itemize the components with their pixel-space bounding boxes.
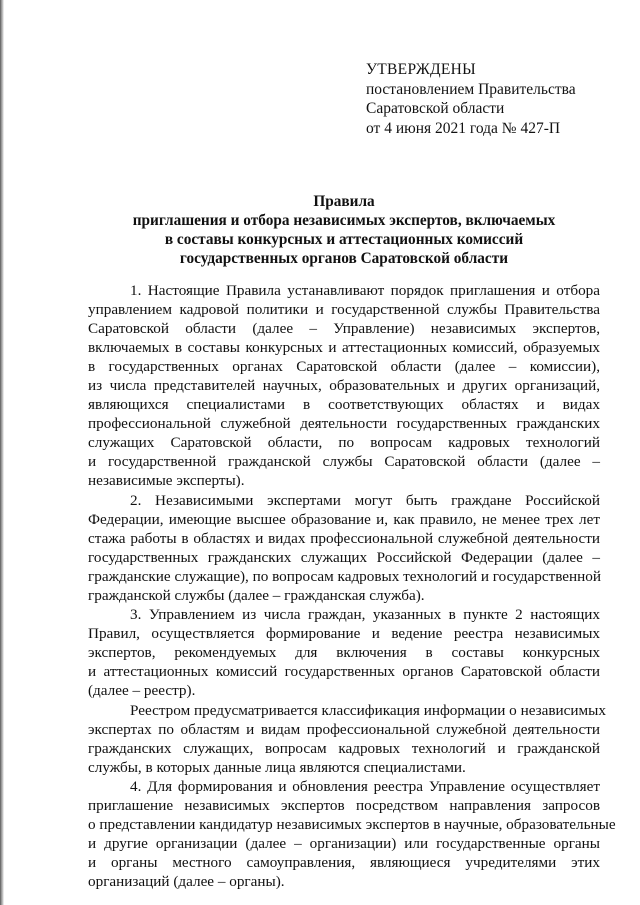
text-line: гражданской службы (далее – гражданская служба). — [88, 587, 425, 604]
approval-line-3: от 4 июня 2021 года № 427-П — [366, 119, 561, 137]
text-line: государственных гражданских служащих Российской Федерации (далее – — [88, 549, 600, 566]
title-line-2: приглашения и отбора независимых экспертов, включаемых — [132, 212, 556, 229]
title-line-4: государственных органов Саратовской области — [179, 250, 509, 267]
text-line: Саратовской области (далее – Управление) независимых экспертов, — [88, 320, 600, 337]
text-line: (далее – реестр). — [88, 682, 196, 699]
text-line: из числа представителей научных, образовательных и других организаций, — [88, 377, 600, 394]
approval-line-2: Саратовской области — [366, 100, 505, 117]
text-line: являющихся специалистами в соответствующих областях и видах — [88, 396, 600, 413]
text-line: 3. Управлением из числа граждан, указанных в пункте 2 настоящих — [130, 606, 600, 623]
approval-stamp — [366, 60, 626, 138]
text-line: в государственных органах Саратовской области (далее – комиссии), — [88, 358, 600, 375]
scan-edge — [0, 0, 4, 905]
text-line: 2. Независимыми экспертами могут быть граждане Российской — [130, 492, 600, 509]
text-line: управлением кадровой политики и государственной службы Правительства — [88, 301, 600, 318]
text-line: экспертов, рекомендуемых для включения в составы конкурсных — [88, 644, 600, 661]
title-line-3: в составы конкурсных и аттестационных комиссий — [164, 231, 524, 248]
approval-line-1: постановлением Правительства — [366, 80, 576, 98]
text-line: экспертах по областям и видам профессиональной служебной деятельности — [88, 721, 600, 738]
text-line: и другие организации (далее – организации) или государственные органы — [88, 835, 600, 852]
text-line: Реестром предусматривается классификация информации о независимых — [130, 702, 606, 719]
text-line: Федерации, имеющие высшее образование и, как правило, не менее трех лет — [88, 511, 600, 528]
text-line: включаемых в составы конкурсных и аттестационных комиссий, образуемых — [88, 339, 600, 356]
text-line: 4. Для формирования и обновления реестра Управление осуществляет — [130, 778, 600, 795]
text-line: профессиональной служебной деятельности государственных гражданских — [88, 415, 600, 432]
text-line: приглашение независимых экспертов посредством направления запросов — [88, 797, 600, 814]
text-line: организаций (далее – органы). — [88, 873, 285, 890]
text-line: гражданские служащие), по вопросам кадровых технологий и государственной — [88, 568, 602, 585]
document-title — [88, 192, 600, 268]
text-line: Правил, осуществляется формирование и ведение реестра независимых — [88, 625, 600, 642]
text-line: гражданских служащих, вопросам кадровых технологий и гражданской — [88, 740, 600, 757]
text-line: и государственной гражданской службы Саратовской области (далее – — [88, 453, 600, 470]
text-line: о представлении кандидатур независимых экспертов в научные, образовательные — [88, 816, 616, 833]
text-line: 1. Настоящие Правила устанавливают порядок приглашения и отбора — [130, 282, 600, 299]
approval-heading: УТВЕРЖДЕНЫ — [366, 61, 476, 78]
title-line-1: Правила — [313, 193, 375, 210]
text-line: и аттестационных комиссий государственных органов Саратовской области — [88, 663, 600, 680]
text-line: служащих Саратовской области, по вопросам кадровых технологий — [88, 434, 600, 451]
text-line: службы, в которых данные лица являются специалистами. — [88, 759, 466, 776]
text-line: независимые эксперты). — [88, 472, 245, 489]
text-line: и органы местного самоуправления, являющиеся учредителями этих — [88, 854, 600, 871]
text-line: стажа работы в областях и видах профессиональной служебной деятельности — [88, 530, 600, 547]
